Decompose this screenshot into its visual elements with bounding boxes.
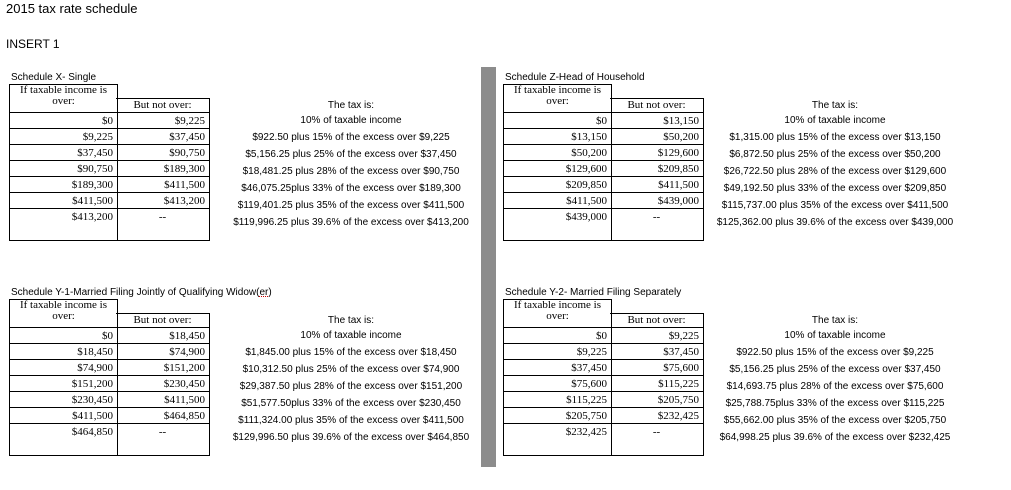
tax-rows	[705, 113, 965, 232]
amount-cell: $75,600	[504, 376, 611, 392]
amount-cell: $232,425	[610, 408, 703, 424]
over-rows	[10, 327, 117, 440]
tax-cell: $5,156.25 plus 25% of the excess over $37,450	[245, 149, 457, 160]
amount-cell: $411,500	[10, 193, 117, 209]
amount-cell: $75,600	[610, 360, 703, 376]
schedule-title-main: Schedule Y-1-Married Filing Jointly of Qualifying Widow(	[11, 287, 260, 298]
over-column	[9, 299, 118, 456]
not-over-column	[116, 98, 210, 241]
tax-header: The tax is:	[811, 315, 859, 326]
amount-cell: $411,500	[116, 392, 209, 408]
tax-cell: $18,481.25 plus 28% of the excess over $90,750	[242, 166, 460, 177]
not-over-column	[116, 313, 210, 456]
amount-cell: $230,450	[116, 376, 209, 392]
amount-cell: $115,225	[504, 392, 611, 408]
amount-cell: $464,850	[71, 426, 113, 438]
over-column	[503, 84, 612, 241]
amount-cell: $74,900	[116, 344, 209, 360]
schedule-title-end: )	[268, 287, 272, 298]
over-header: If taxable income is over:	[513, 84, 602, 107]
amount-cell: $189,300	[10, 177, 117, 193]
insert-label: INSERT 1	[6, 37, 60, 51]
amount-cell: $464,850	[116, 408, 209, 424]
tax-cell: $922.50 plus 15% of the excess over $9,225	[252, 132, 450, 143]
over-rows	[10, 112, 117, 225]
amount-cell: $439,000	[610, 193, 703, 209]
tax-header: The tax is:	[327, 315, 375, 326]
tax-cell: $129,996.50 plus 39.6% of the excess over $464,850	[232, 432, 470, 443]
amount-cell: $0	[10, 113, 117, 129]
tax-cell: 10% of taxable income	[300, 330, 402, 341]
over-header: If taxable income is over:	[19, 84, 108, 107]
amount-cell: $13,150	[610, 113, 703, 129]
tax-header: The tax is:	[811, 100, 859, 111]
tax-cell: $1,845.00 plus 15% of the excess over $18,450	[245, 347, 457, 358]
tax-cell: $119,996.25 plus 39.6% of the excess over $413,200	[233, 217, 469, 228]
amount-cell: $0	[504, 113, 611, 129]
tax-cell: $10,312.50 plus 25% of the excess over $74,900	[242, 364, 460, 375]
amount-cell: $230,450	[10, 392, 117, 408]
amount-cell: $439,000	[565, 211, 607, 223]
tax-cell: $115,737.00 plus 35% of the excess over $411,500	[721, 200, 949, 211]
amount-cell: $151,200	[10, 376, 117, 392]
amount-cell: $13,150	[504, 129, 611, 145]
tax-cell: $29,387.50 plus 28% of the excess over $151,200	[239, 381, 463, 392]
not-over-rows	[610, 327, 703, 440]
amount-cell: $37,450	[504, 360, 611, 376]
schedule-title: Schedule X- Single	[11, 72, 97, 83]
not-over-column	[610, 98, 704, 241]
over-rows	[504, 112, 611, 225]
not-over-column	[610, 313, 704, 456]
schedule-title	[11, 287, 272, 298]
amount-cell: $209,850	[610, 161, 703, 177]
tax-cell: $119,401.25 plus 35% of the excess over $411,500	[237, 200, 465, 211]
tax-cell: 10% of taxable income	[784, 115, 886, 126]
tax-rows	[221, 328, 481, 447]
tax-cell: $26,722.50 plus 28% of the excess over $129,600	[723, 166, 947, 177]
tax-cell: $5,156.25 plus 25% of the excess over $37,450	[729, 364, 941, 375]
not-over-header: But not over:	[133, 314, 192, 326]
amount-cell: $9,225	[10, 129, 117, 145]
over-column	[9, 84, 118, 241]
column-divider	[481, 67, 496, 467]
schedule-title: Schedule Z-Head of Household	[505, 72, 645, 83]
tax-rows	[221, 113, 481, 232]
schedule-title-spell-flag: er	[259, 287, 269, 298]
amount-cell: $90,750	[10, 161, 117, 177]
tax-cell: $55,662.00 plus 35% of the excess over $205,750	[723, 415, 947, 426]
page-title: 2015 tax rate schedule	[6, 1, 138, 16]
tax-cell: $46,075.25plus 33% of the excess over $189,300	[241, 183, 461, 194]
amount-cell: $129,600	[610, 145, 703, 161]
over-column	[503, 299, 612, 456]
amount-cell: $209,850	[504, 177, 611, 193]
tax-cell: $111,324.00 plus 35% of the excess over $411,500	[238, 415, 464, 426]
tax-cell: 10% of taxable income	[300, 115, 402, 126]
amount-cell: $411,500	[504, 193, 611, 209]
not-over-header: But not over:	[627, 314, 686, 326]
not-over-header: But not over:	[133, 99, 192, 111]
amount-cell: $74,900	[10, 360, 117, 376]
not-over-rows	[610, 112, 703, 225]
tax-cell: $49,192.50 plus 33% of the excess over $209,850	[723, 183, 947, 194]
amount-cell: $50,200	[504, 145, 611, 161]
tax-header: The tax is:	[327, 100, 375, 111]
over-header: If taxable income is over:	[19, 299, 108, 322]
amount-cell: $232,425	[565, 426, 607, 438]
amount-cell: $37,450	[10, 145, 117, 161]
schedule-title: Schedule Y-2- Married Filing Separately	[505, 287, 682, 298]
amount-cell: $115,225	[610, 376, 703, 392]
amount-cell: $151,200	[116, 360, 209, 376]
tax-cell: $51,577.50plus 33% of the excess over $230,450	[241, 398, 461, 409]
amount-cell: $50,200	[610, 129, 703, 145]
tax-cell: $125,362.00 plus 39.6% of the excess over $439,000	[716, 217, 954, 228]
amount-cell: --	[652, 211, 661, 223]
amount-cell: $413,200	[71, 211, 113, 223]
amount-cell: $0	[504, 328, 611, 344]
amount-cell: $189,300	[116, 161, 209, 177]
amount-cell: --	[158, 211, 167, 223]
amount-cell: $411,500	[116, 177, 209, 193]
amount-cell: $411,500	[10, 408, 117, 424]
amount-cell: $37,450	[116, 129, 209, 145]
amount-cell: $37,450	[610, 344, 703, 360]
tax-rows	[705, 328, 965, 447]
over-rows	[504, 327, 611, 440]
not-over-header: But not over:	[627, 99, 686, 111]
amount-cell: $411,500	[610, 177, 703, 193]
amount-cell: --	[158, 426, 167, 438]
over-header: If taxable income is over:	[513, 299, 602, 322]
amount-cell: $18,450	[10, 344, 117, 360]
amount-cell: $205,750	[610, 392, 703, 408]
amount-cell: $9,225	[116, 113, 209, 129]
tax-cell: $922.50 plus 15% of the excess over $9,225	[736, 347, 934, 358]
amount-cell: $205,750	[504, 408, 611, 424]
tax-cell: $6,872.50 plus 25% of the excess over $50,200	[729, 149, 941, 160]
amount-cell: $0	[10, 328, 117, 344]
amount-cell: $413,200	[116, 193, 209, 209]
amount-cell: --	[652, 426, 661, 438]
amount-cell: $18,450	[116, 328, 209, 344]
amount-cell: $90,750	[116, 145, 209, 161]
not-over-rows	[116, 327, 209, 440]
tax-cell: $64,998.25 plus 39.6% of the excess over $232,425	[719, 432, 951, 443]
tax-cell: $1,315.00 plus 15% of the excess over $13,150	[729, 132, 941, 143]
tax-cell: $14,693.75 plus 28% of the excess over $75,600	[726, 381, 944, 392]
amount-cell: $9,225	[504, 344, 611, 360]
tax-cell: $25,788.75plus 33% of the excess over $115,225	[725, 398, 945, 409]
amount-cell: $129,600	[504, 161, 611, 177]
tax-cell: 10% of taxable income	[784, 330, 886, 341]
not-over-rows	[116, 112, 209, 225]
amount-cell: $9,225	[610, 328, 703, 344]
